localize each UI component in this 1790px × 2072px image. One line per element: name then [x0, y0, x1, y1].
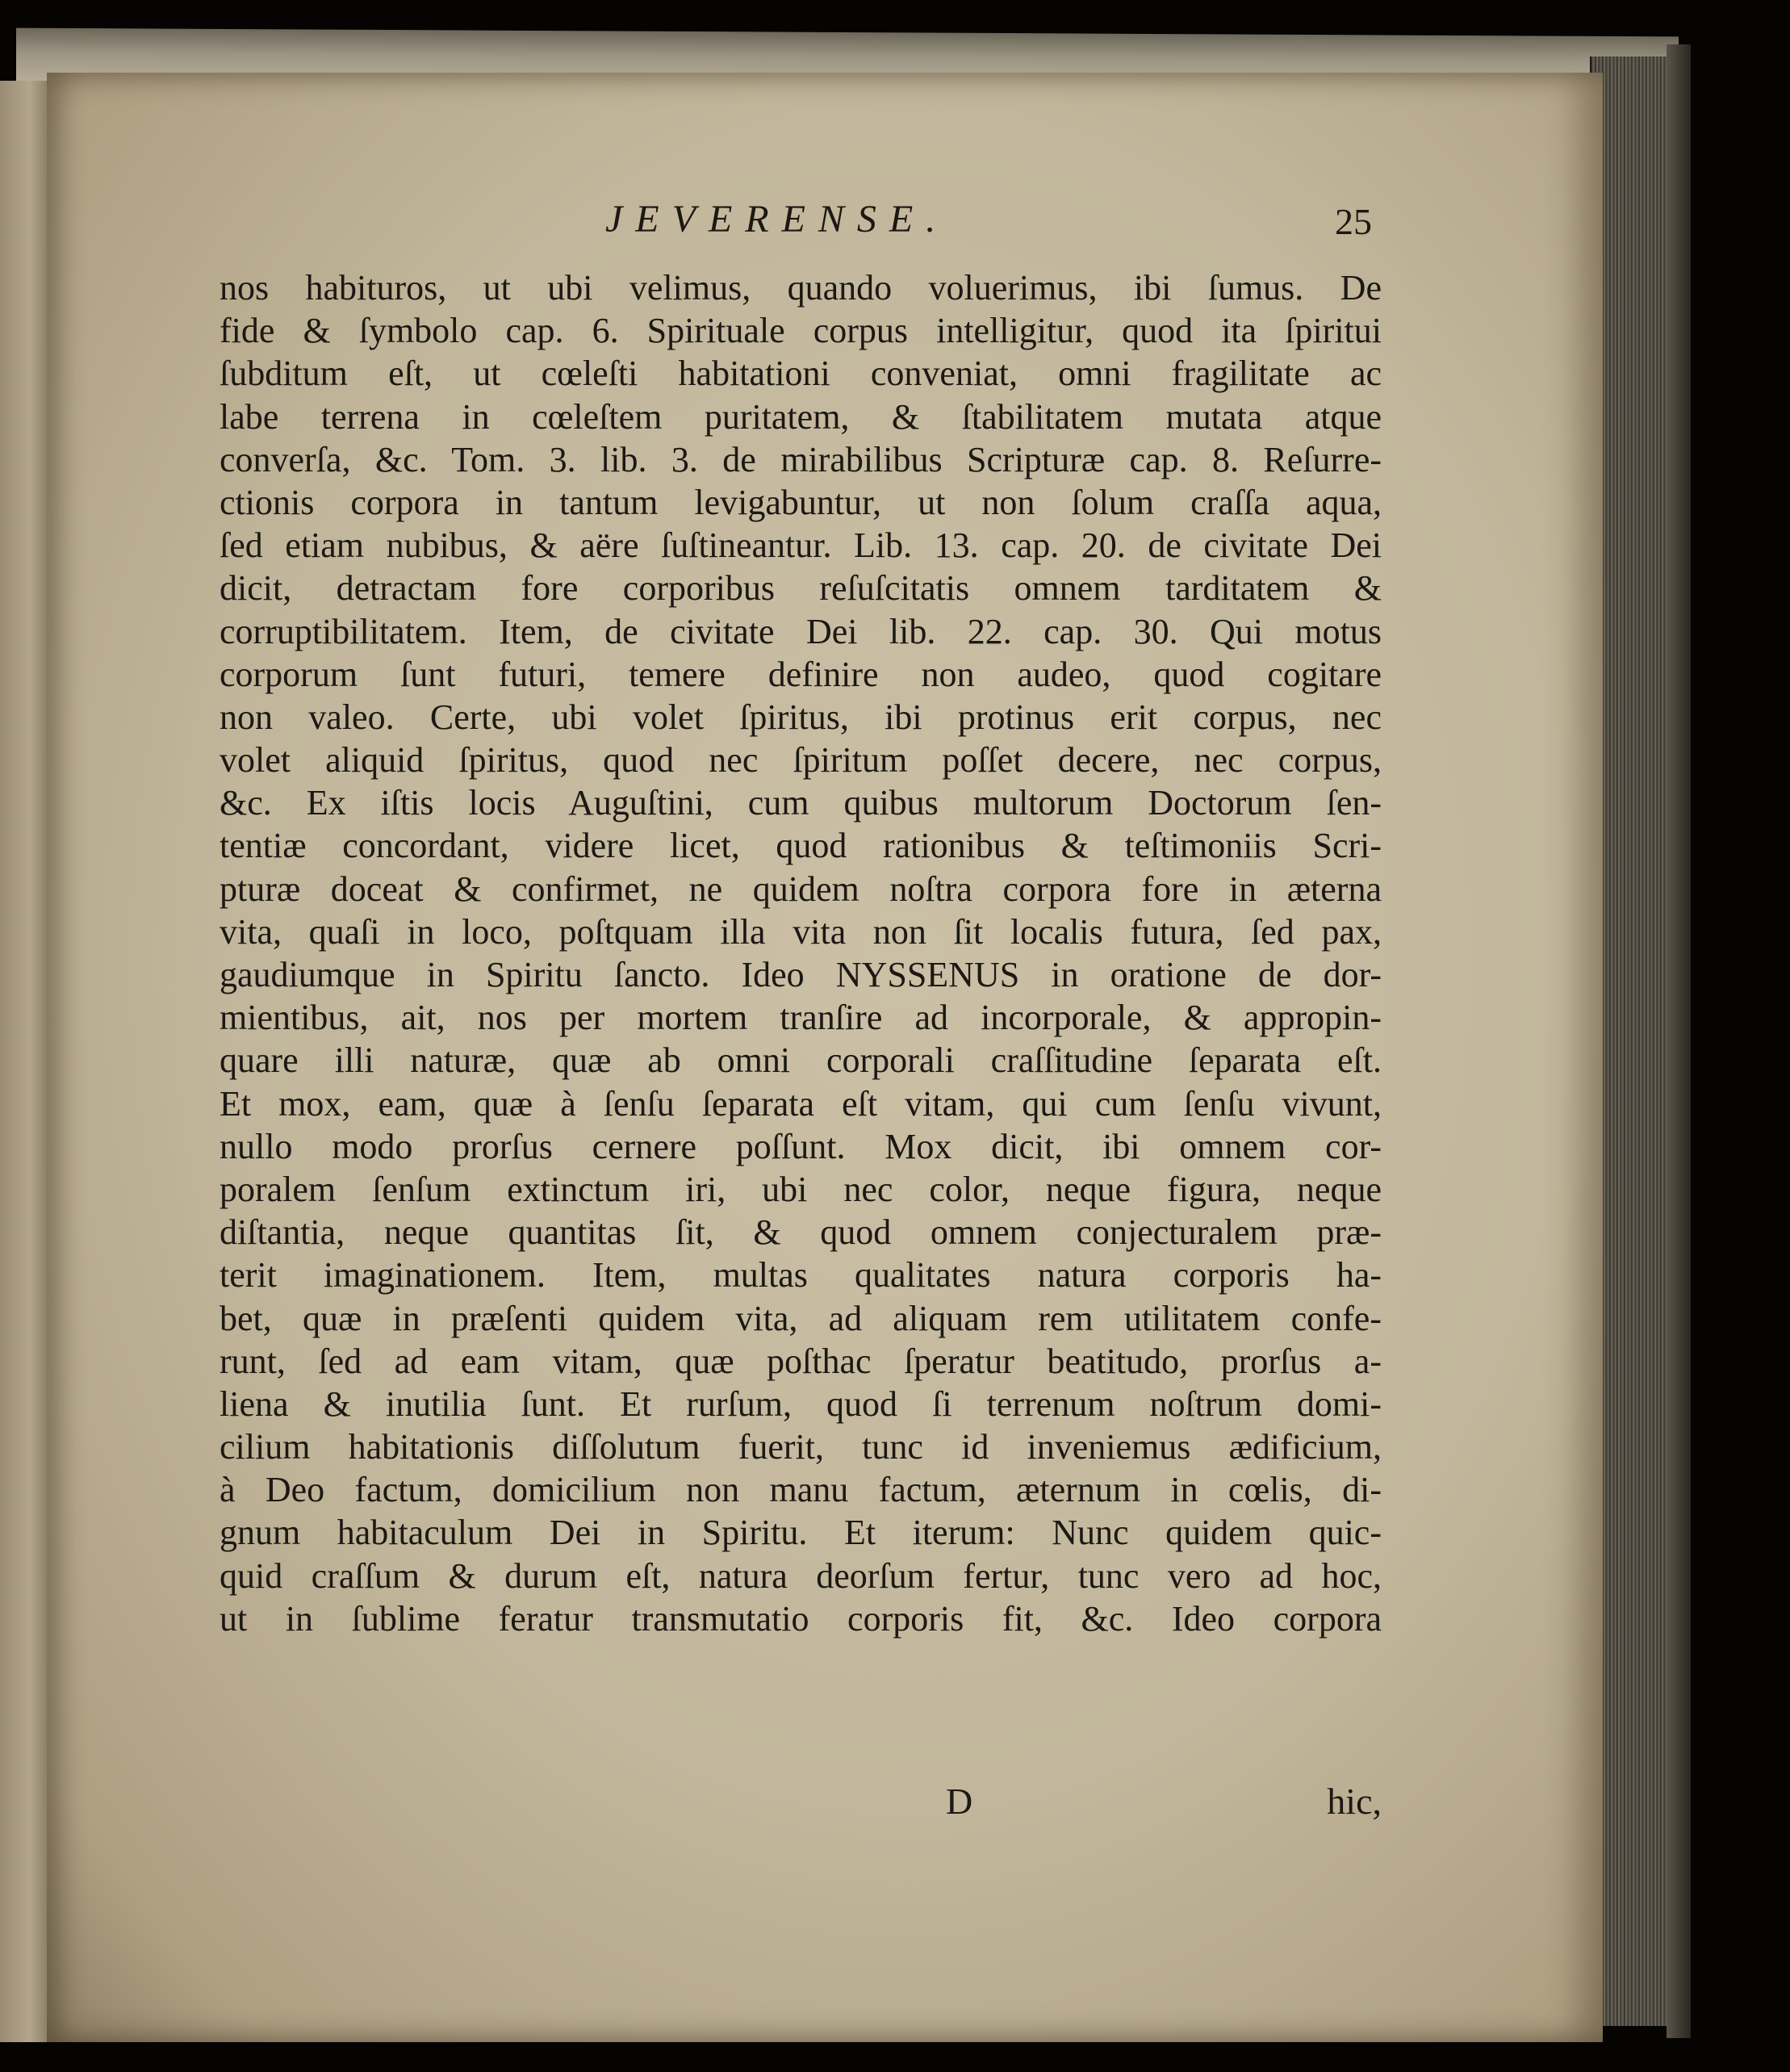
text-line: nos habituros, ut ubi velimus, quando voluerimus, ibi ſumus. De	[220, 268, 1382, 308]
text-line: terit imaginationem. Item, multas qualitates natura corporis ha-	[220, 1255, 1382, 1296]
text-line: runt, ſed ad eam vitam, quæ poſthac ſperatur beatitudo, prorſus a-	[220, 1341, 1382, 1381]
text-line: Et mox, eam, quæ à ſenſu ſeparata eſt vitam, qui cum ſenſu vivunt,	[220, 1083, 1382, 1124]
facing-page-edge	[0, 81, 52, 2042]
page-footer	[220, 1780, 1382, 1828]
text-line: bet, quæ in præſenti quidem vita, ad aliquam rem utilitatem confe-	[220, 1298, 1382, 1338]
text-line: dicit, detractam fore corporibus reſuſcitatis omnem tarditatem &	[220, 568, 1382, 609]
text-line: nullo modo prorſus cernere poſſunt. Mox dicit, ibi omnem cor-	[220, 1126, 1382, 1166]
text-line: gnum habitaculum Dei in Spiritu. Et iterum: Nunc quidem quic-	[220, 1513, 1382, 1553]
catchword: hic,	[1327, 1781, 1382, 1822]
text-line: quid craſſum & durum eſt, natura deorſum fertur, tunc vero ad hoc,	[220, 1555, 1382, 1596]
text-line: mientibus, ait, nos per mortem tranſire ad incorporale, & appropin-	[220, 998, 1382, 1038]
text-line: volet aliquid ſpiritus, quod nec ſpiritum poſſet decere, nec corpus,	[220, 740, 1382, 781]
text-line: cilium habitationis diſſolutum fuerit, tunc id inveniemus ædificium,	[220, 1427, 1382, 1467]
page-number: 25	[1335, 201, 1372, 242]
text-line: à Deo factum, domicilium non manu factum, æternum in cœlis, di-	[220, 1470, 1382, 1510]
text-line: non valeo. Certe, ubi volet ſpiritus, ibi protinus erit corpus, nec	[220, 697, 1382, 737]
text-line: poralem ſenſum extinctum iri, ubi nec color, neque figura, neque	[220, 1169, 1382, 1209]
text-line: tentiæ concordant, videre licet, quod rationibus & teſtimoniis Scri-	[220, 826, 1382, 866]
text-line: diſtantia, neque quantitas ſit, & quod omnem conjecturalem præ-	[220, 1212, 1382, 1253]
text-line: vita, quaſi in loco, poſtquam illa vita non ſit localis futura, ſed pax,	[220, 911, 1382, 952]
text-line: pturæ doceat & confirmet, ne quidem noſtra corpora fore in æterna	[220, 869, 1382, 909]
text-line: fide & ſymbolo cap. 6. Spirituale corpus intelligitur, quod ita ſpiritui	[220, 311, 1382, 351]
text-line: corporum ſunt futuri, temere definire non audeo, quod cogitare	[220, 654, 1382, 694]
book-board	[1667, 44, 1691, 2038]
signature-mark: D	[946, 1781, 973, 1822]
text-line: ut in ſublime feratur transmutatio corporis fit, &c. Ideo corpora	[220, 1598, 1382, 1639]
text-line: quare illi naturæ, quæ ab omni corporali craſſitudine ſeparata eſt.	[220, 1040, 1382, 1081]
running-head: JEVERENSE.	[605, 198, 949, 241]
text-line: ctionis corpora in tantum levigabuntur, ut non ſolum craſſa aqua,	[220, 482, 1382, 522]
page-header	[218, 197, 1372, 253]
text-line: ſubditum eſt, ut cœleſti habitationi conveniat, omni fragilitate ac	[220, 354, 1382, 394]
text-line: gaudiumque in Spiritu ſancto. Ideo NYSSENUS in oratione de dor-	[220, 955, 1382, 994]
text-line: ſed etiam nubibus, & aëre ſuſtineantur. Lib. 13. cap. 20. de civitate Dei	[220, 525, 1382, 566]
text-line: corruptibilitatem. Item, de civitate Dei lib. 22. cap. 30. Qui motus	[220, 611, 1382, 651]
body-text	[220, 266, 1382, 1640]
text-line: &c. Ex iſtis locis Auguſtini, cum quibus multorum Doctorum ſen-	[220, 783, 1382, 823]
text-line: liena & inutilia ſunt. Et rurſum, quod ſi terrenum noſtrum domi-	[220, 1383, 1382, 1424]
text-line: labe terrena in cœleſtem puritatem, & ſtabilitatem mutata atque	[220, 396, 1382, 437]
text-line: converſa, &c. Tom. 3. lib. 3. de mirabilibus Scripturæ cap. 8. Reſurre-	[220, 439, 1382, 479]
